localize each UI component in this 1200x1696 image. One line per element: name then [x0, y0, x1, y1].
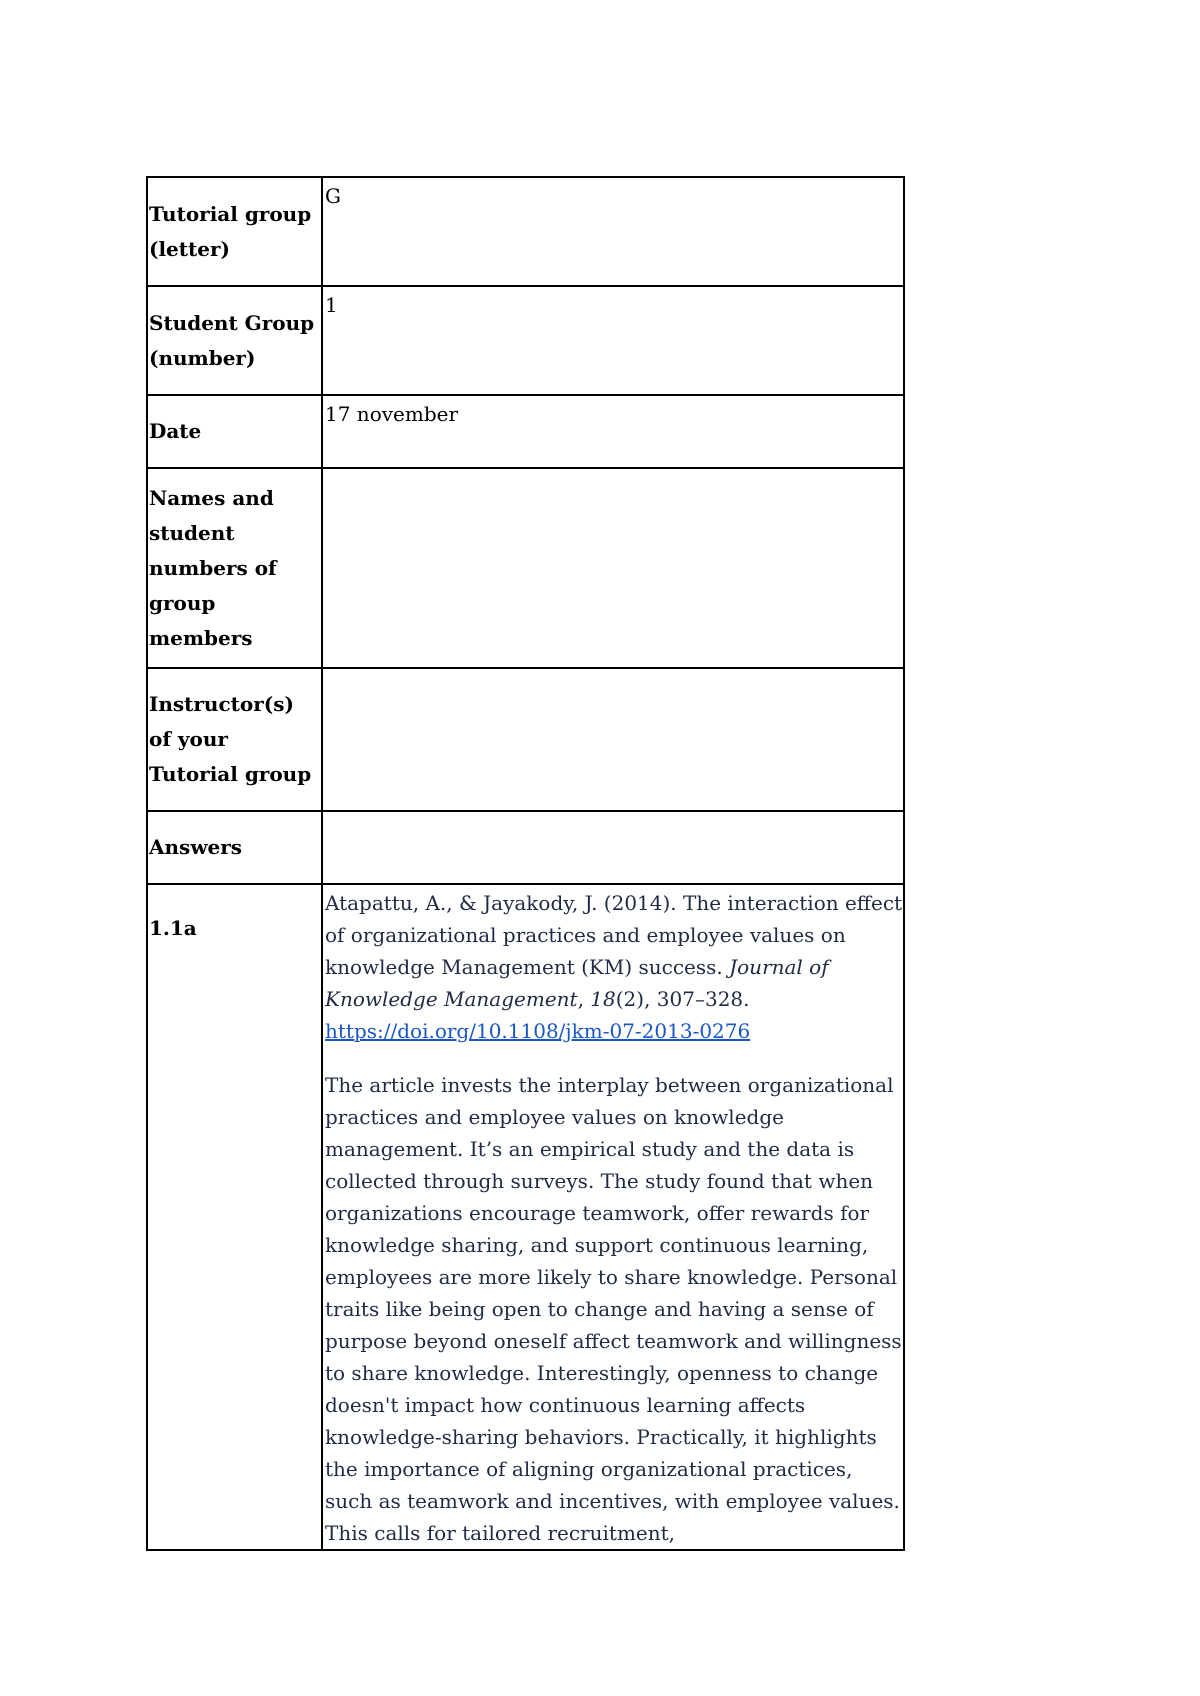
instructors-value	[323, 669, 903, 675]
value-cell[interactable]	[322, 177, 904, 286]
tutorial-form-table	[146, 176, 905, 1551]
table-row	[147, 884, 904, 1550]
date-value: 17 november	[325, 402, 459, 426]
citation-authors: Atapattu, A., & Jayakody, J. (2014). The interaction effect of organizational practices and employee values on knowledge Management (KM) success.	[325, 891, 903, 979]
citation	[325, 887, 903, 1047]
row-label-student-group: Student Group (number)	[149, 310, 315, 370]
value-cell[interactable]	[322, 286, 904, 395]
table-row	[147, 395, 904, 468]
citation-separator: ,	[577, 987, 591, 1011]
label-cell	[147, 468, 322, 668]
label-cell	[147, 286, 322, 395]
label-cell	[147, 811, 322, 884]
citation-issue-pages: (2), 307–328.	[615, 987, 750, 1011]
label-cell	[147, 177, 322, 286]
answers-value	[323, 812, 903, 818]
row-label-date: Date	[149, 419, 202, 443]
answer-text-block	[323, 885, 903, 1549]
table-row	[147, 177, 904, 286]
table-row	[147, 286, 904, 395]
names-value	[323, 469, 903, 475]
citation-volume: 18	[590, 987, 616, 1011]
label-cell	[147, 395, 322, 468]
student-group-value: 1	[325, 293, 338, 317]
value-cell[interactable]	[322, 395, 904, 468]
answer-body: The article invests the interplay between organizational practices and employee values on knowledge management. It’s an empirical study and the data is collected through surveys. The study found that when organizations encourage teamwork, offer rewards for knowledge sharing, and support continuous learning, employees are more likely to share knowledge. Personal traits like being open to change and having a sense of purpose beyond oneself affect teamwork and willingness to share knowledge. Interestingly, openness to change doesn't impact how continuous learning affects knowledge-sharing behaviors. Practically, it highlights the importance of aligning organizational practices, such as teamwork and incentives, with employee values. This calls for tailored recruitment,	[325, 1073, 902, 1545]
doi-link[interactable]: https://doi.org/10.1108/jkm-07-2013-0276	[325, 1019, 751, 1043]
label-cell	[147, 668, 322, 811]
row-label-answers: Answers	[149, 835, 243, 859]
table-row	[147, 668, 904, 811]
value-cell[interactable]	[322, 668, 904, 811]
row-label-question: 1.1a	[149, 916, 197, 940]
row-label-tutorial-group: Tutorial group (letter)	[149, 201, 312, 261]
value-cell[interactable]	[322, 811, 904, 884]
label-cell	[147, 884, 322, 1550]
citation-journal: Journal of Knowledge Management	[325, 955, 829, 1011]
table-row	[147, 468, 904, 668]
value-cell[interactable]	[322, 468, 904, 668]
table-row	[147, 811, 904, 884]
row-label-names: Names and student numbers of group members	[149, 485, 277, 650]
tutorial-group-value: G	[325, 184, 341, 208]
answer-cell[interactable]	[322, 884, 904, 1550]
row-label-instructors: Instructor(s) of your Tutorial group	[149, 692, 312, 786]
